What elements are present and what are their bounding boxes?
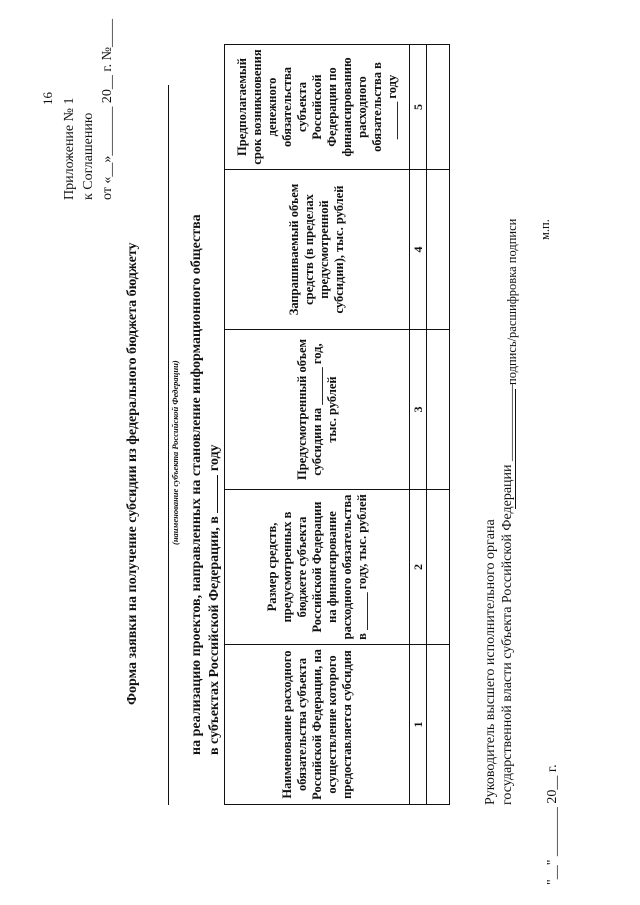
empty-cell	[427, 45, 450, 170]
appendix-line-2: к Соглашению	[81, 112, 96, 200]
empty-cell	[427, 490, 450, 645]
header-cell-4: Запрашиваемый объем средств (в пределах предусмотренной субсидии), тыс. рублей	[225, 170, 410, 330]
column-number-4: 4	[410, 170, 427, 330]
column-number-2: 2	[410, 490, 427, 645]
signatory-block	[482, 384, 516, 805]
appendix-line-3: от «__»_______ 20__ г. №____	[100, 19, 115, 200]
purpose-line-2	[205, 0, 223, 755]
purpose-line-2-suffix: году	[207, 444, 222, 472]
subject-name-underline	[168, 85, 169, 805]
form-title: Форма заявки на получение субсидии из федерального бюджета бюджету	[125, 242, 140, 705]
stamp-mark: м.п.	[538, 219, 552, 240]
year-blank	[205, 475, 218, 513]
header-cell-2: Размер средств, предусмотренных в бюджете субъекта Российской Федерации на финансирование расходного обязательства в ______ году, тыс. рублей	[225, 490, 410, 645]
empty-cell	[427, 330, 450, 490]
header-cell-1: Наименование расходного обязательства субъекта Российской Федерации, на осуществление которого предоставляется субсидия	[225, 645, 410, 805]
page-number: 16	[40, 92, 55, 105]
header-cell-5: Предполагаемый срок возникновения денежного обязательства субъекта Российской Федерации по финансированию расходного обязательства в ______ году	[225, 45, 410, 170]
appendix-line-1: Приложение № 1	[62, 97, 77, 200]
signatory-line-2: государственной власти субъекта Российской Федерации ___________	[500, 383, 515, 805]
purpose-line-1: на реализацию проектов, направленных на становление информационного общества	[189, 214, 204, 755]
column-number-1: 1	[410, 645, 427, 805]
signature-line	[515, 389, 516, 509]
subject-caption: (наименование субъекта Российской Федерации)	[170, 360, 180, 545]
table-empty-row	[427, 45, 450, 805]
date-field: "__" _______ 20__ г.	[545, 764, 560, 885]
column-number-3: 3	[410, 330, 427, 490]
purpose-line-2-prefix: в субъектах Российской Федерации, в	[207, 516, 222, 755]
table-header-row	[225, 45, 410, 805]
empty-cell	[427, 170, 450, 330]
application-table	[224, 44, 450, 805]
purpose-text	[188, 0, 223, 755]
appendix-reference	[60, 19, 117, 200]
table-number-row	[410, 45, 427, 805]
header-cell-3: Предусмотренный объем субсидии на ______ год, тыс. рублей	[225, 330, 410, 490]
signature-caption: подпись/расшифровка подписи	[505, 218, 519, 385]
column-number-5: 5	[410, 45, 427, 170]
empty-cell	[427, 645, 450, 805]
signatory-line-1: Руководитель высшего исполнительного органа	[483, 519, 498, 805]
